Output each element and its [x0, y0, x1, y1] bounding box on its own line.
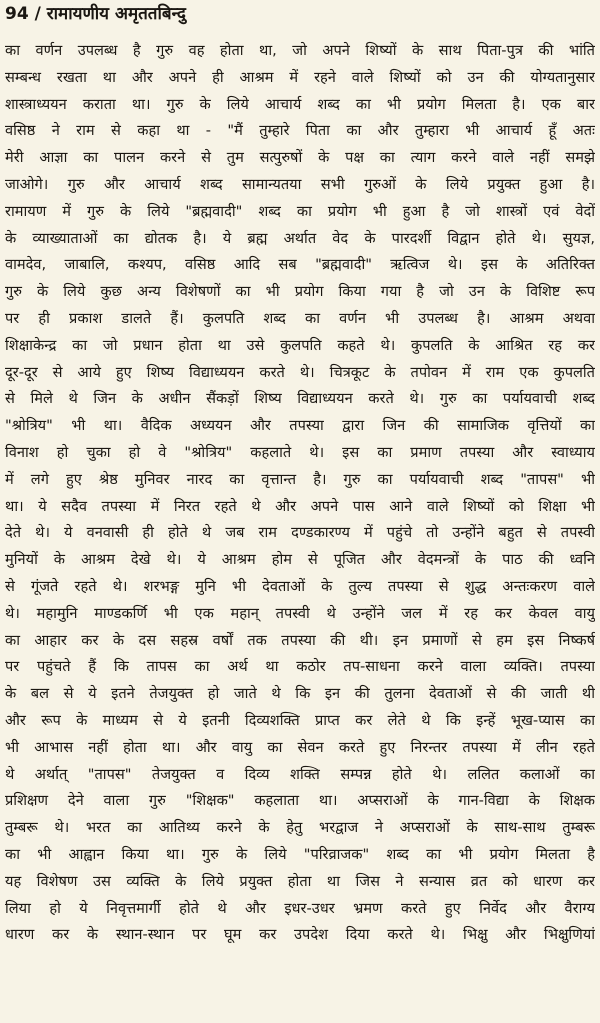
text-line: रामायण में गुरु के लिये "ब्रह्मवादी" शब्द का प्रयोग भी हुआ है जो शास्त्रों एवं वेदों — [5, 202, 595, 220]
text-line: थे अर्थात् "तापस" तेजयुक्त व दिव्य शक्ति सम्पन्न होते थे। ललित कलाओं का — [5, 765, 595, 783]
text-line: का वर्णन उपलब्ध है गुरु वह होता था, जो अपने शिष्यों के साथ पिता-पुत्र की भांति — [5, 42, 595, 59]
text-line: के बल से ये इतने तेजयुक्त हो जाते थे कि इन की तुलना देवताओं से की जाती थी — [5, 685, 595, 703]
text-line: विनाश हो चुका हो वे "श्रोत्रिय" कहलाते थे। इस का प्रमाण तपस्या और स्वाध्याय — [5, 443, 595, 461]
text-line: पर ही प्रकाश डालते हैं। कुलपति शब्द का वर्णन भी उपलब्ध है। आश्रम अथवा — [5, 309, 595, 327]
text-line: सम्बन्ध रखता था और अपने ही आश्रम में रहने वाले शिष्यों को उन की योग्यतानुसार — [5, 68, 595, 86]
text-line: प्रशिक्षण देने वाला गुरु "शिक्षक" कहलाता था। अप्सराओं के गान-विद्या के शिक्षक — [5, 792, 595, 810]
text-line: देते थे। ये वनवासी ही होते थे जब राम दण्डकारण्य में पहुंचे तो उन्होंने बहुत से तपस्वी — [5, 524, 595, 542]
text-line: मुनियों के आश्रम देखे थे। ये आश्रम होम से पूजित और वेदमन्त्रों के पाठ की ध्वनि — [5, 551, 595, 569]
text-line: भी आभास नहीं होता था। और वायु का सेवन करते हुए निरन्तर तपस्या में लीन रहते — [5, 738, 595, 756]
text-line: तुम्बरू थे। भरत का आतिथ्य करने के हेतु भरद्वाज ने अप्सराओं के साथ-साथ तुम्बरू — [5, 819, 595, 837]
text-line: से गूंजते रहते थे। शरभङ्ग मुनि भी देवताओं के तुल्य तपस्या से शुद्ध अन्तःकरण वाले — [5, 577, 595, 595]
text-line: के व्याख्याताओं का द्योतक है। ये ब्रह्म अर्थात वेद के पारदर्शी विद्वान होते थे। सुयज्ञ, — [5, 229, 595, 247]
text-line: लिया हो ये निवृत्तमार्गी होते थे और इधर-उधर भ्रमण करते हुए निर्वेद और वैराग्य — [5, 899, 595, 917]
text-line: शास्त्राध्ययन कराता था। गुरु के लिये आचार्य शब्द का भी प्रयोग मिलता है। एक बार — [5, 95, 595, 113]
text-line: यह विशेषण उस व्यक्ति के लिये प्रयुक्त होता था जिस ने सन्यास व्रत को धारण कर — [5, 872, 595, 890]
text-line: जाओगे। गुरु और आचार्य शब्द सामान्यतया सभी गुरुओं के लिये प्रयुक्त हुआ है। — [5, 175, 595, 193]
text-line: मेरी आज्ञा का पालन करने से तुम सत्पुरुषों के पक्ष का त्याग करने वाले नहीं समझे — [5, 149, 595, 167]
text-line: दूर-दूर से आये हुए शिष्य विद्याध्ययन करते थे। चित्रकूट के तपोवन में राम एक कुपलति — [5, 363, 595, 381]
text-line: का आहार कर के दस सहस्र वर्षों तक तपस्या की थी। इन प्रमाणों से हम इस निष्कर्ष — [5, 631, 595, 649]
text-line: गुरु के लिये कुछ अन्य विशेषणों का भी प्रयोग किया गया है जो उन के विशिष्ट रूप — [5, 283, 595, 301]
text-line: "श्रोत्रिय" भी था। वैदिक अध्ययन और तपस्या द्वारा जिन की सामाजिक वृत्तियों का — [5, 417, 595, 435]
text-line: था। ये सदैव तपस्या में निरत रहते थे और अपने पास आने वाले शिष्यों को शिक्षा भी — [5, 497, 595, 515]
text-line: में लगे हुए श्रेष्ठ मुनिवर नारद का वृत्तान्त है। गुरु का पर्यायवाची शब्द "तापस" भी — [5, 470, 595, 488]
text-line: थे। महामुनि माण्डकर्णि भी एक महान् तपस्वी थे उन्होंने जल में रह कर केवल वायु — [5, 604, 595, 622]
page-header: 94 / रामायणीय अमृततबिन्दु — [5, 4, 186, 24]
text-line: का भी आह्वान किया था। गुरु के लिये "परिव्राजक" शब्द का भी प्रयोग मिलता है — [5, 845, 595, 863]
text-line: पर पहुंचते हैं कि तापस का अर्थ था कठोर तप-साधना करने वाला व्यक्ति। तपस्या — [5, 658, 595, 676]
text-line: और रूप के माध्यम से ये इतनी दिव्यशक्ति प्राप्त कर लेते थे कि इन्हें भूख-प्यास का — [5, 711, 595, 729]
text-line: से मिले थे जिन के अधीन सैंकड़ों शिष्य विद्याध्ययन करते थे। गुरु का पर्यायवाची शब्द — [5, 390, 595, 408]
body-text — [5, 38, 595, 949]
text-line: वामदेव, जाबालि, कश्यप, वसिष्ठ आदि सब "ब्रह्मवादी" ऋत्विज थे। इस के अतिरिक्त — [5, 256, 595, 274]
text-line: वसिष्ठ ने राम से कहा था - "मैं तुम्हारे पिता का और तुम्हारा भी आचार्य हूँ अतः — [5, 122, 595, 140]
text-line: शिक्षाकेन्द्र का जो प्रधान होता था उसे कुलपति कहते थे। कुपलति के आश्रित रह कर — [5, 336, 595, 354]
text-line: धारण कर के स्थान-स्थान पर घूम कर उपदेश दिया करते थे। भिक्षु और भिक्षुणियां — [5, 926, 595, 944]
